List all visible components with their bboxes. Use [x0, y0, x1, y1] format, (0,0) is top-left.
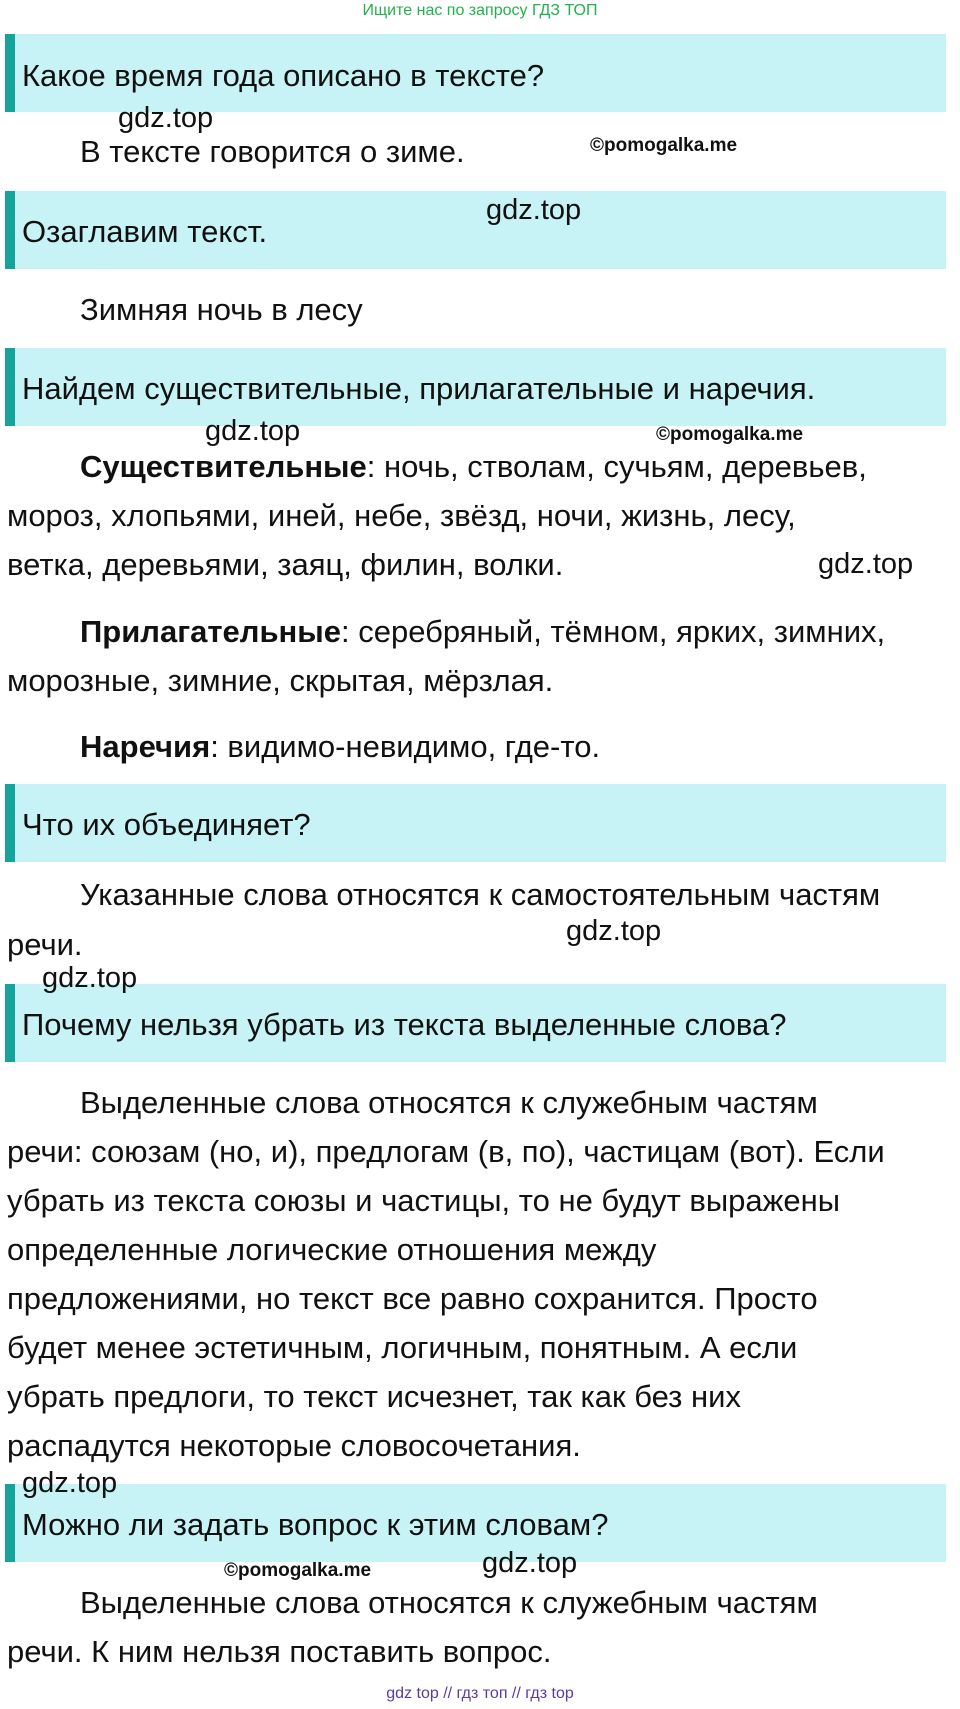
top-banner: Ищите нас по запросу ГДЗ ТОП	[362, 2, 598, 19]
watermark-gdz: gdz.top	[486, 194, 582, 226]
answer-5-line-4: определенные логические отношения между	[7, 1232, 657, 1267]
question-4: Что их объединяет?	[22, 807, 311, 842]
watermark-pomogalka: ©pomogalka.me	[656, 424, 804, 445]
adj-line-2: морозные, зимние, скрытая, мёрзлая.	[7, 663, 554, 698]
watermark-gdz: gdz.top	[566, 915, 662, 947]
answer-5-line-5: предложениями, но текст все равно сохранится. Просто	[7, 1281, 818, 1316]
nouns-label: Существительные	[80, 449, 367, 484]
answer-5-line-7: убрать предлоги, то текст исчезнет, так как без них	[7, 1379, 741, 1414]
watermark-gdz: gdz.top	[205, 415, 301, 447]
adj-label: Прилагательные	[80, 614, 341, 649]
question-5: Почему нельзя убрать из текста выделенные слова?	[22, 1007, 787, 1042]
watermark-gdz: gdz.top	[482, 1547, 578, 1579]
question-1: Какое время года описано в тексте?	[22, 58, 545, 93]
answer-6-line-1: Выделенные слова относятся к служебным частям	[80, 1585, 818, 1620]
adj-text-1: : серебряный, тёмном, ярких, зимних,	[340, 614, 886, 649]
nouns-line-1	[80, 447, 867, 487]
question-2: Озаглавим текст.	[22, 214, 268, 249]
answer-5-line-3: убрать из текста союзы и частицы, то не будут выражены	[7, 1183, 840, 1218]
question-6: Можно ли задать вопрос к этим словам?	[22, 1507, 609, 1542]
answer-4-line-2: речи.	[7, 927, 83, 962]
watermark-pomogalka: ©pomogalka.me	[590, 135, 738, 156]
footer: gdz top // гдз топ // гдз top	[386, 1685, 574, 1702]
answer-2: Зимняя ночь в лесу	[80, 292, 363, 327]
question-3: Найдем существительные, прилагательные и наречия.	[22, 371, 816, 406]
watermark-gdz: gdz.top	[22, 1467, 118, 1499]
adv-text-1: : видимо-невидимо, где-то.	[210, 729, 601, 764]
answer-5-line-2: речи: союзам (но, и), предлогам (в, по), частицам (вот). Если	[7, 1134, 885, 1169]
watermark-gdz: gdz.top	[42, 962, 138, 994]
answer-4-line-1: Указанные слова относятся к самостоятельным частям	[80, 877, 881, 912]
adv-label: Наречия	[80, 729, 211, 764]
adj-line-1	[80, 612, 885, 652]
nouns-text-1: : ночь, стволам, сучьям, деревьев,	[366, 449, 867, 484]
answer-6-line-2: речи. К ним нельзя поставить вопрос.	[7, 1634, 552, 1669]
answer-5-line-1: Выделенные слова относятся к служебным частям	[80, 1085, 818, 1120]
nouns-line-3: ветка, деревьями, заяц, филин, волки.	[7, 547, 564, 582]
watermark-pomogalka: ©pomogalka.me	[224, 1560, 372, 1581]
answer-5-line-6: будет менее эстетичным, логичным, понятным. А если	[7, 1330, 798, 1365]
answer-5-line-8: распадутся некоторые словосочетания.	[7, 1428, 581, 1463]
adv-line-1	[80, 727, 600, 767]
nouns-line-2: мороз, хлопьями, иней, небе, звёзд, ночи, жизнь, лесу,	[7, 498, 796, 533]
watermark-gdz: gdz.top	[818, 548, 914, 580]
watermark-gdz: gdz.top	[118, 102, 214, 134]
answer-1: В тексте говорится о зиме.	[80, 134, 465, 169]
